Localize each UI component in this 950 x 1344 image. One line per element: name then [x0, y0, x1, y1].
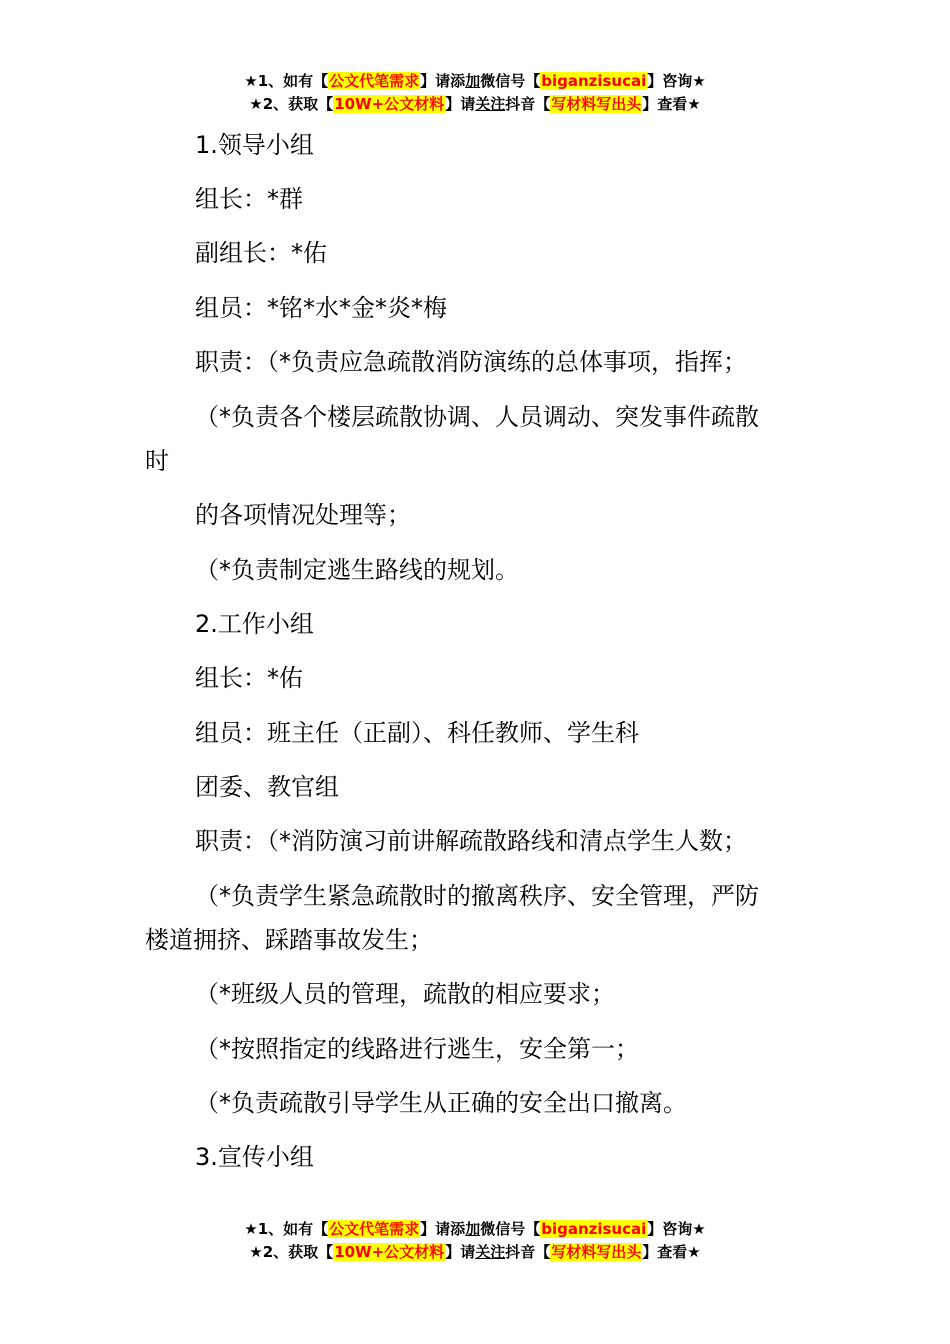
paragraph: 团委、教官组	[195, 773, 339, 801]
paragraph: 职责：（*消防演习前讲解疏散路线和清点学生人数；	[195, 827, 747, 855]
banner-text: 抖音【	[505, 95, 551, 113]
banner-highlight: biganzisucai	[541, 72, 647, 90]
banner-text: 】请添	[420, 72, 466, 90]
paragraph-continuation: 时	[145, 447, 169, 475]
banner-text: 微信号【	[480, 72, 541, 90]
banner-text: 】请添	[420, 1220, 466, 1238]
banner-text: 】查看★	[642, 95, 701, 113]
paragraph: （*班级人员的管理，疏散的相应要求；	[195, 980, 615, 1008]
paragraph: 组员：*铭*水*金*炎*梅	[195, 294, 447, 322]
banner-text: 】咨询★	[647, 1220, 706, 1238]
banner-text: ★1、如有【	[244, 72, 329, 90]
paragraph: （*负责各个楼层疏散协调、人员调动、突发事件疏散	[195, 403, 759, 431]
banner-text: ★1、如有【	[244, 1220, 329, 1238]
paragraph: 职责：（*负责应急疏散消防演练的总体事项，指挥；	[195, 348, 747, 376]
paragraph: （*负责学生紧急疏散时的撤离秩序、安全管理，严防	[195, 882, 759, 910]
banner-line-2	[0, 1241, 950, 1264]
paragraph: （*负责制定逃生路线的规划。	[195, 556, 519, 584]
banner-text: 】咨询★	[647, 72, 706, 90]
banner-highlight: 写材料写出头	[551, 1243, 642, 1261]
paragraph: 的各项情况处理等；	[195, 501, 411, 529]
paragraph: 组长：*佑	[195, 664, 303, 692]
paragraph: （*按照指定的线路进行逃生，安全第一；	[195, 1035, 639, 1063]
paragraph: （*负责疏散引导学生从正确的安全出口撤离。	[195, 1089, 687, 1117]
header-banner	[0, 70, 950, 116]
banner-text: ★2、获取【	[249, 1243, 334, 1261]
banner-text: 】请	[445, 95, 476, 113]
paragraph: 组长：*群	[195, 185, 303, 213]
banner-highlight: 10W+公文材料	[334, 1243, 445, 1261]
banner-underline: 关注	[475, 1243, 506, 1261]
banner-highlight: 公文代笔需求	[329, 72, 420, 90]
banner-underline: 加	[465, 72, 481, 90]
banner-text: 】请	[445, 1243, 476, 1261]
banner-text: 微信号【	[480, 1220, 541, 1238]
section-heading: 2.工作小组	[195, 610, 314, 638]
paragraph: 组员：班主任（正副）、科任教师、学生科	[195, 719, 639, 747]
paragraph: 副组长：*佑	[195, 239, 327, 267]
section-heading: 1.领导小组	[195, 131, 314, 159]
banner-highlight: 10W+公文材料	[334, 95, 445, 113]
banner-line-1	[0, 70, 950, 93]
paragraph-continuation: 楼道拥挤、踩踏事故发生；	[145, 926, 433, 954]
footer-banner	[0, 1218, 950, 1264]
banner-text: 抖音【	[505, 1243, 551, 1261]
banner-highlight: biganzisucai	[541, 1220, 647, 1238]
banner-text: 】查看★	[642, 1243, 701, 1261]
banner-line-2	[0, 93, 950, 116]
banner-underline: 关注	[475, 95, 506, 113]
banner-line-1	[0, 1218, 950, 1241]
section-heading: 3.宣传小组	[195, 1143, 314, 1171]
banner-highlight: 写材料写出头	[551, 95, 642, 113]
banner-underline: 加	[465, 1220, 481, 1238]
banner-text: ★2、获取【	[249, 95, 334, 113]
banner-highlight: 公文代笔需求	[329, 1220, 420, 1238]
